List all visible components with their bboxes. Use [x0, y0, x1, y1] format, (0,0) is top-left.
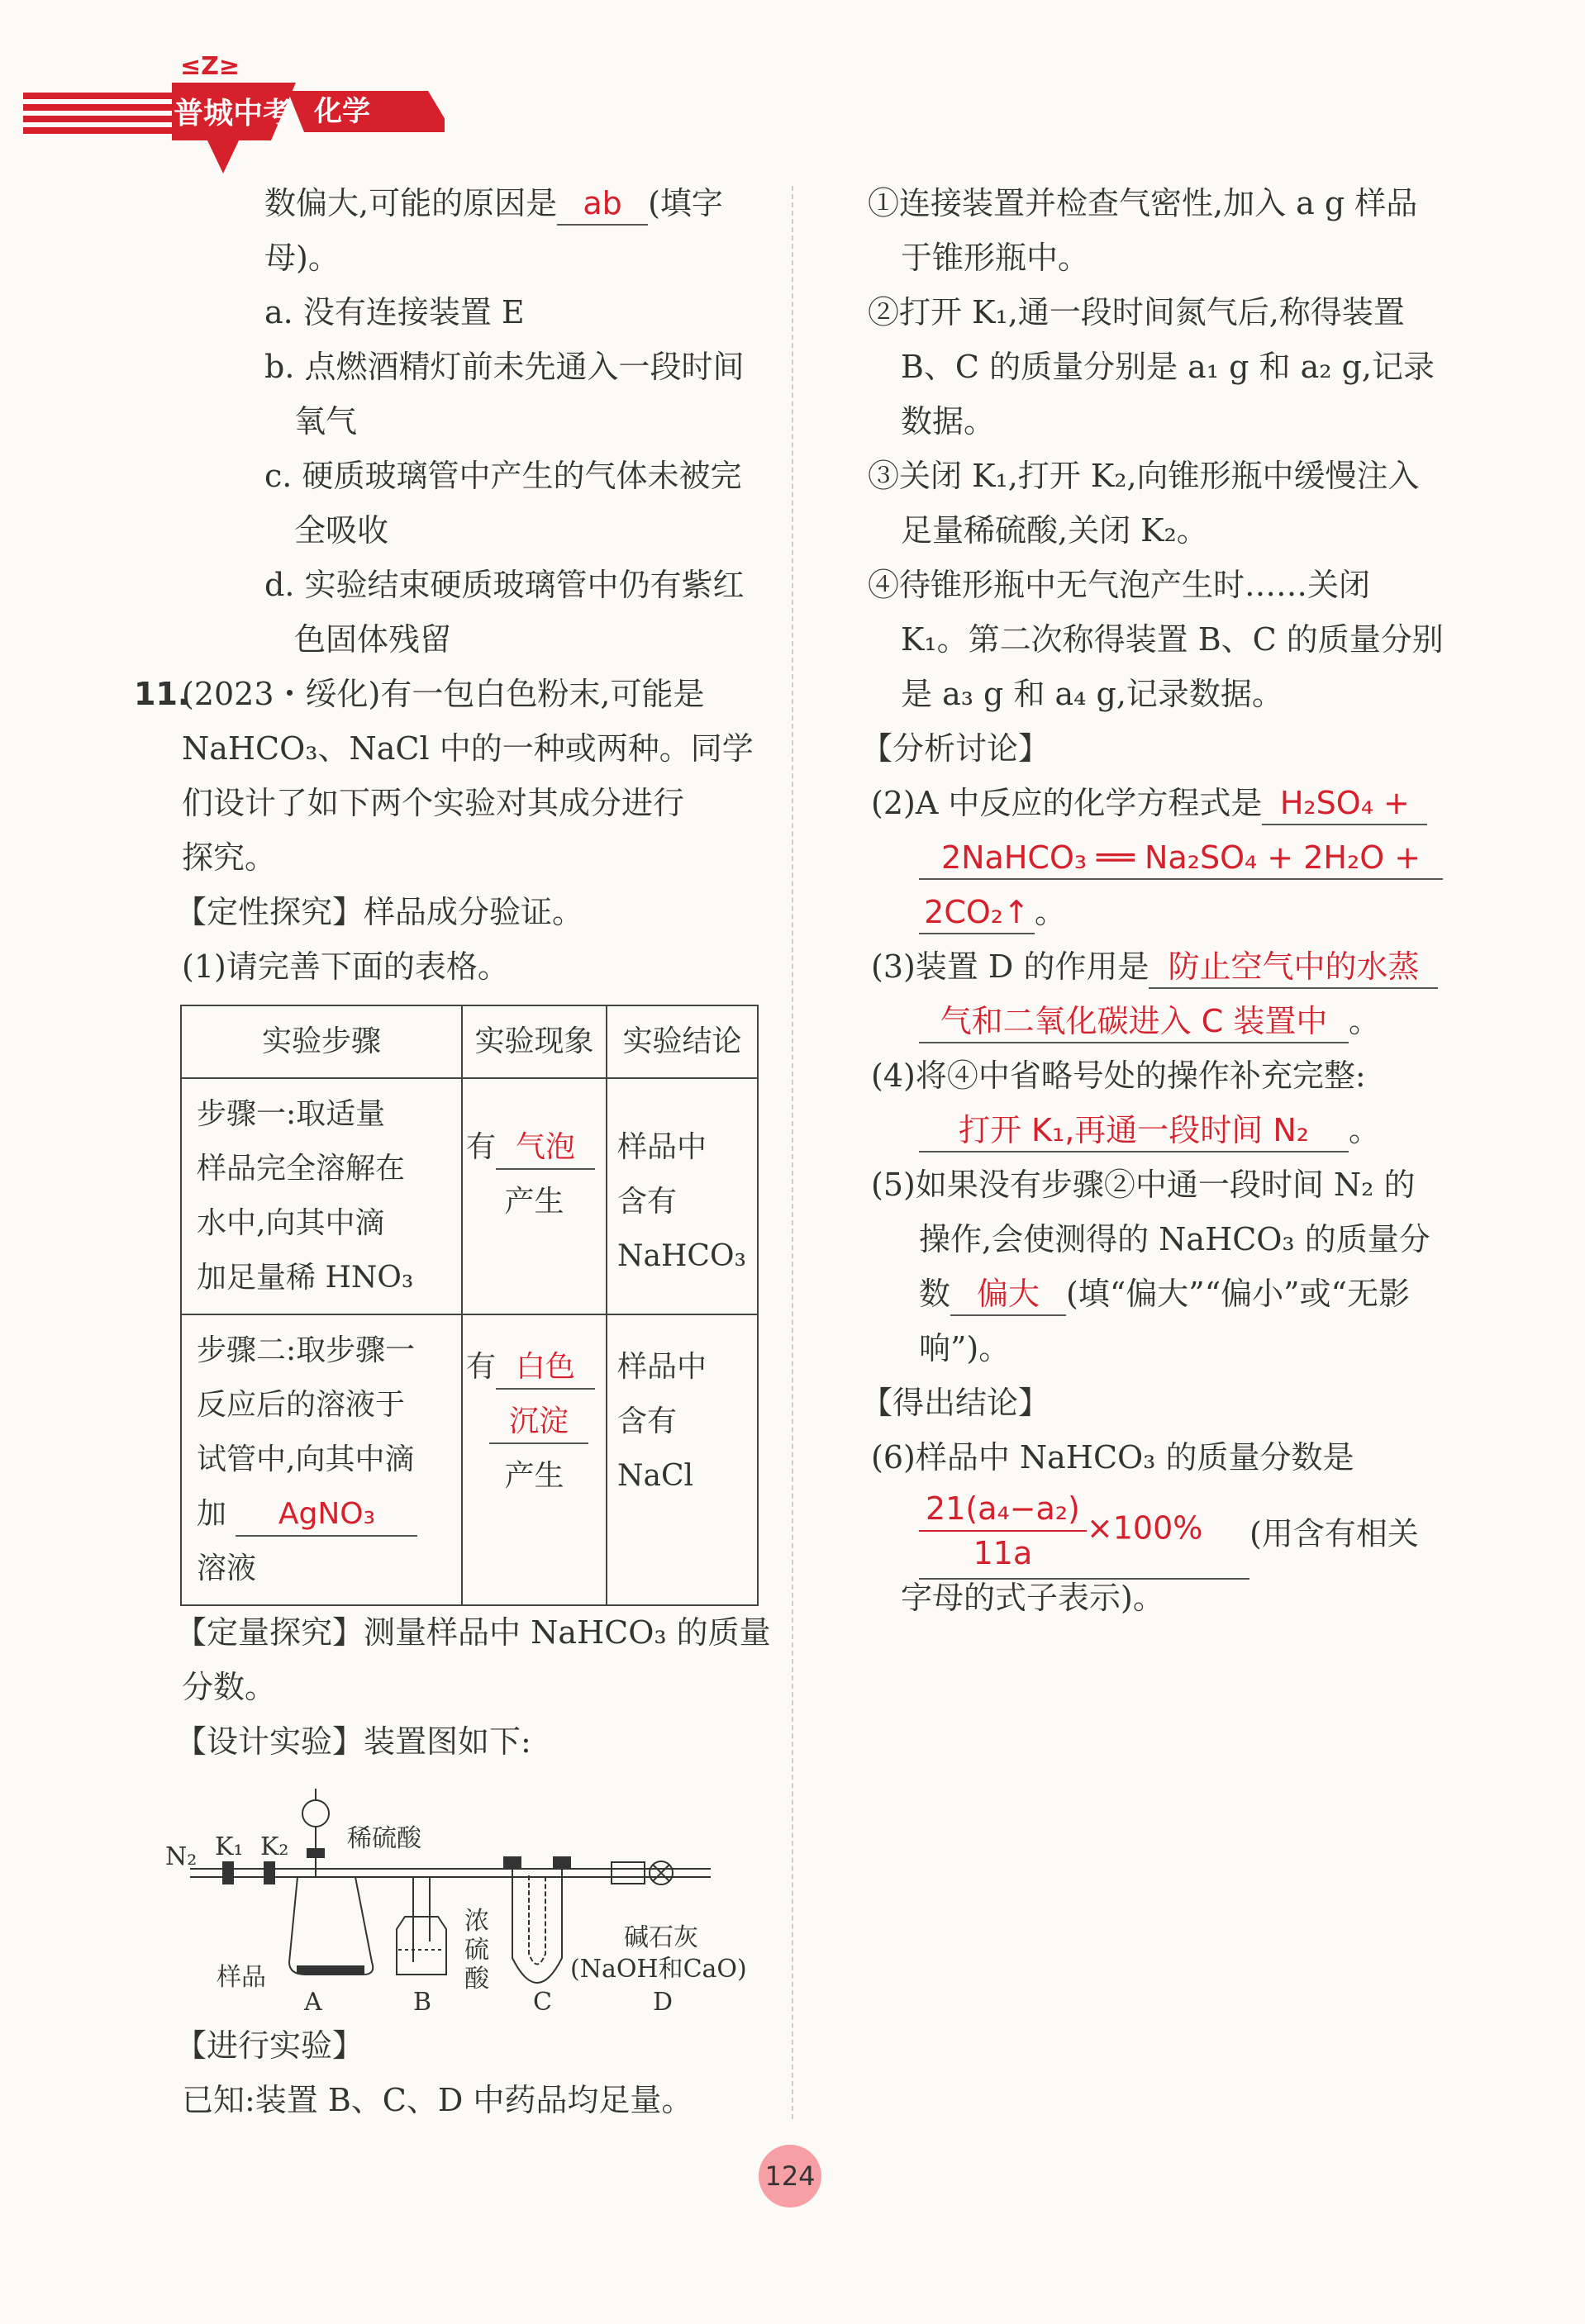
q6-answer-line: $\frac{\text{21(a₄−a₂)}}{11a}$ ×100% (用含有相关 [919, 1487, 1419, 1580]
left-line-2: 母)。 [264, 240, 340, 276]
q11-line-4: 探究。 [182, 839, 277, 876]
left-line-1: 数偏大,可能的原因是 ab (填字 [264, 178, 723, 228]
option-c-2: 全吸收 [294, 512, 389, 549]
step-1-line-1: ①连接装置并检查气密性,加入 a g 样品 [868, 185, 1418, 221]
q5-line-4: 响”)。 [919, 1330, 1011, 1366]
answer-precipitate: 沉淀 [489, 1401, 588, 1444]
label-k2: K₂ [260, 1832, 289, 1861]
table-row [181, 1314, 758, 1605]
answer-operation: 打开 K₁,再通一段时间 N₂ [919, 1110, 1349, 1152]
q3-line-1: (3)装置 D 的作用是 防止空气中的水蒸 [871, 942, 1438, 991]
label-soda-lime: 碱石灰 [624, 1923, 698, 1952]
known-line: 已知:装置 B、C、D 中药品均足量。 [182, 2082, 693, 2118]
step-4-line-1: ④待锥形瓶中无气泡产生时……关闭 [868, 567, 1371, 603]
step-2-line-2: B、C 的质量分别是 a₁ g 和 a₂ g,记录 [901, 349, 1435, 385]
q11-line-1: (2023・绥化)有一包白色粉末,可能是 [182, 676, 705, 712]
subject-label: 化学 [314, 95, 370, 128]
step-one-cell: 步骤一:取适量 样品完全溶解在 水中,向其中滴 加足量稀 HNO₃ [181, 1078, 462, 1314]
step-two-cell: 步骤二:取步骤一 反应后的溶液于 试管中,向其中滴 加 AgNO₃ 溶液 [181, 1314, 462, 1605]
label-conc-2: 硫 [464, 1936, 489, 1965]
q11-line-3: 们设计了如下两个实验对其成分进行 [182, 785, 685, 821]
answer-white: 白色 [496, 1347, 595, 1390]
label-b: B [413, 1988, 432, 2017]
answer-device-d-1: 防止空气中的水蒸 [1149, 946, 1438, 989]
step-1-line-2: 于锥形瓶中。 [901, 240, 1090, 276]
answer-equation-2: 2NaHCO₃ ══ Na₂SO₄ + 2H₂O + [919, 837, 1443, 880]
option-b-2: 氧气 [294, 403, 358, 440]
step-one-phenomenon: 有 气泡 产生 [462, 1078, 607, 1314]
answer-equation-3: 2CO₂↑ [919, 891, 1035, 934]
q5-line-3: 数 偏大 (填“偏大”“偏小”或“无影 [919, 1269, 1410, 1319]
label-conc-3: 酸 [464, 1965, 489, 1994]
step-one-conclusion: 样品中 含有 NaHCO₃ [607, 1078, 758, 1314]
option-d-2: 色固体残留 [294, 621, 452, 658]
option-c-1: c. 硬质玻璃管中产生的气体未被完 [264, 458, 742, 494]
answer-device-d-2: 气和二氧化碳进入 C 装置中 [919, 1000, 1349, 1043]
apparatus-diagram [165, 1776, 793, 2024]
step-2-line-3: 数据。 [901, 403, 996, 440]
quantitative-line-2: 分数。 [182, 1669, 277, 1705]
step-two-phenomenon: 有 白色 沉淀 产生 [462, 1314, 607, 1605]
table-header-row [181, 1005, 758, 1078]
label-sample: 样品 [217, 1963, 266, 1992]
q2-line-3: 2CO₂↑ 。 [919, 887, 1066, 937]
label-k1: K₁ [215, 1832, 244, 1861]
answer-bubbles: 气泡 [496, 1127, 595, 1170]
label-dilute-acid: 稀硫酸 [347, 1824, 421, 1853]
step-two-conclusion: 样品中 含有 NaCl [607, 1314, 758, 1605]
q5-line-2: 操作,会使测得的 NaHCO₃ 的质量分 [919, 1221, 1430, 1257]
label-conc-1: 浓 [464, 1907, 489, 1936]
q2-line-1: (2)A 中反应的化学方程式是 H₂SO₄ + [871, 778, 1427, 828]
header-steps: 实验步骤 [181, 1005, 462, 1078]
page-number: 124 [759, 2145, 821, 2208]
q3-line-2: 气和二氧化碳进入 C 装置中 。 [919, 996, 1380, 1046]
q11-line-2: NaHCO₃、NaCl 中的一种或两种。同学 [182, 730, 754, 767]
answer-mass-fraction: $\frac{\text{21(a₄−a₂)}}{11a}$ ×100% [919, 1487, 1249, 1580]
label-d: D [653, 1988, 674, 2017]
experiment-table [180, 1005, 759, 1606]
answer-equation-1: H₂SO₄ + [1262, 782, 1427, 825]
header-phenomena: 实验现象 [462, 1005, 607, 1078]
answer-ab: ab [557, 183, 648, 226]
fraction: $\frac{\text{21(a₄−a₂)}}{11a}$ [919, 1487, 1087, 1575]
header-logo [23, 50, 445, 173]
option-d-1: d. 实验结束硬质玻璃管中仍有紫红 [264, 567, 745, 603]
quantitative-line-1: 【定量探究】测量样品中 NaHCO₃ 的质量 [175, 1614, 771, 1651]
step-2-line-1: ②打开 K₁,通一段时间氮气后,称得装置 [868, 294, 1405, 330]
step-3-line-2: 足量稀硫酸,关闭 K₂。 [901, 512, 1208, 549]
q4-line-2: 打开 K₁,再通一段时间 N₂ 。 [919, 1105, 1380, 1155]
label-c: C [533, 1988, 552, 2017]
q5-line-1: (5)如果没有步骤②中通一段时间 N₂ 的 [871, 1167, 1416, 1203]
design-title: 【设计实验】装置图如下: [175, 1723, 531, 1760]
q4-line-1: (4)将④中省略号处的操作补充完整: [871, 1057, 1366, 1094]
step-3-line-1: ③关闭 K₁,打开 K₂,向锥形瓶中缓慢注入 [868, 458, 1420, 494]
table-row [181, 1078, 758, 1314]
answer-agno3: AgNO₃ [236, 1494, 417, 1537]
conclusion-title: 【得出结论】 [861, 1385, 1050, 1421]
q6-line-3: 字母的式子表示)。 [901, 1580, 1164, 1616]
header-conclusion: 实验结论 [607, 1005, 758, 1078]
logo-text: 普城中考 [174, 97, 293, 131]
table-prompt: (1)请完善下面的表格。 [182, 948, 509, 985]
q6-line-1: (6)样品中 NaHCO₃ 的质量分数是 [871, 1439, 1354, 1476]
option-a: a. 没有连接装置 E [264, 294, 525, 330]
analysis-title: 【分析讨论】 [861, 730, 1050, 767]
svg-text:≤Z≥: ≤Z≥ [180, 52, 240, 81]
label-soda-lime-formula: (NaOH和CaO) [570, 1955, 747, 1984]
label-n2: N₂ [165, 1842, 198, 1871]
option-b-1: b. 点燃酒精灯前未先通入一段时间 [264, 349, 745, 385]
q2-line-2 [919, 833, 1443, 882]
label-a: A [304, 1988, 322, 2017]
step-4-line-3: 是 a₃ g 和 a₄ g,记录数据。 [901, 676, 1283, 712]
perform-title: 【进行实验】 [175, 2027, 364, 2064]
step-4-line-2: K₁。第二次称得装置 B、C 的质量分别 [901, 621, 1444, 658]
answer-larger: 偏大 [950, 1273, 1066, 1316]
question-11-number: 11. [134, 676, 190, 712]
qualitative-title: 【定性探究】样品成分验证。 [175, 894, 584, 930]
